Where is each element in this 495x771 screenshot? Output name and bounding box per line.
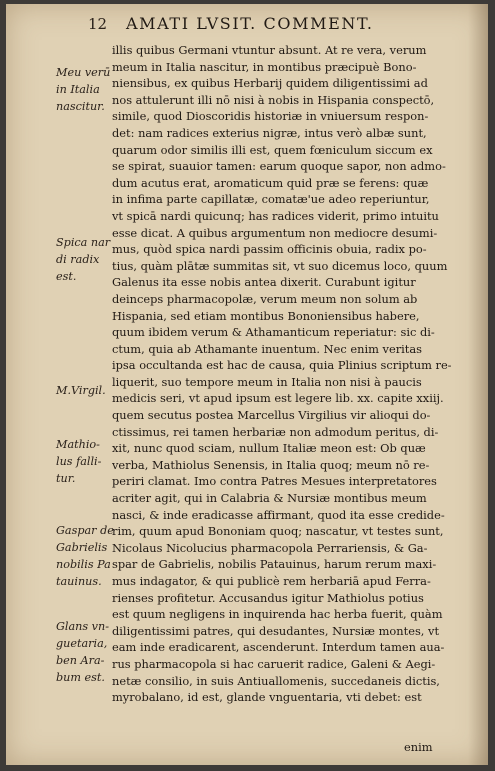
text-line: vt spicā nardi quicunq; has radices viderit, primo intuitu bbox=[112, 208, 439, 223]
text-line: nos attulerunt illi nō nisi à nobis in Hispania conspectō, bbox=[112, 92, 435, 107]
margin-note-glans: Glans vn- guetaria, ben Ara- bum est. bbox=[56, 620, 109, 684]
text-line: in infima parte capillatæ, comatæ'ue adeo reperiuntur, bbox=[112, 192, 430, 207]
text-line: acriter agit, qui in Calabria & Nursiæ montibus meum bbox=[112, 491, 427, 506]
text-line: niensibus, ex quibus Herbarij quidem diligentissimi ad bbox=[112, 76, 428, 91]
margin-note-spica-nardi: Spica nar di radix est. bbox=[56, 236, 111, 283]
margin-note-gaspar: Gaspar de Gabrielis nobilis Pa tauinus. bbox=[56, 524, 114, 588]
text-line: netæ consilio, in suis Antiuallomenis, succedaneis dictis, bbox=[112, 673, 440, 688]
text-line: Hispania, sed etiam montibus Bononiensibus habere, bbox=[112, 308, 420, 323]
body-text bbox=[112, 42, 452, 706]
text-line: eam inde eradicarent, ascenderunt. Interdum tamen aua- bbox=[112, 640, 445, 655]
margin-note-virgil: M.Virgil. bbox=[56, 384, 106, 397]
text-line: diligentissimi patres, qui desudantes, Nursiæ montes, vt bbox=[112, 623, 440, 638]
text-line: meum in Italia nascitur, in montibus præcipuè Bono- bbox=[112, 59, 417, 74]
text-line: medicis seri, vt apud ipsum est legere lib. xx. capite xxiij. bbox=[112, 391, 444, 406]
text-line: verba, Mathiolus Senensis, in Italia quoq; meum nō re- bbox=[112, 457, 430, 472]
text-line: rienses profitetur. Accusandus igitur Mathiolus potius bbox=[112, 590, 424, 605]
text-line: Nicolaus Nicolucius pharmacopola Perrariensis, & Ga- bbox=[112, 540, 428, 555]
text-line: xit, nunc quod sciam, nullum Italiæ meon est: Ob quæ bbox=[112, 441, 426, 456]
text-line: dum acutus erat, aromaticum quid præ se ferens: quæ bbox=[112, 175, 429, 190]
text-line: illis quibus Germani vtuntur absunt. At re vera, verum bbox=[112, 43, 427, 57]
text-line: ipsa occultanda est hac de causa, quia Plinius scriptum re- bbox=[112, 358, 452, 373]
text-line: mus, quòd spica nardi passim officinis obuia, radix po- bbox=[112, 242, 427, 257]
text-line: se spirat, suauior tamen: earum quoque sapor, non admo- bbox=[112, 159, 446, 174]
margin-note-mathiolus: Mathio- lus falli- tur. bbox=[56, 438, 102, 485]
text-line: liquerit, suo tempore meum in Italia non nisi à paucis bbox=[112, 374, 422, 389]
text-line: rim, quum apud Bononiam quoq; nascatur, vt testes sunt, bbox=[112, 524, 444, 539]
text-line: quarum odor similis illi est, quem fœniculum siccum ex bbox=[112, 142, 433, 157]
text-line: spar de Gabrielis, nobilis Patauinus, harum rerum maxi- bbox=[112, 557, 437, 572]
text-line: periri clamat. Imo contra Patres Mesues interpretatores bbox=[112, 474, 437, 489]
margin-note-meum: Meu verū in Italia nascitur. bbox=[56, 66, 111, 113]
text-line: esse dicat. A quibus argumentum non mediocre desumi- bbox=[112, 225, 438, 240]
text-line: Galenus ita esse nobis antea dixerit. Curabunt igitur bbox=[112, 275, 416, 290]
page-number: 12 bbox=[88, 15, 108, 33]
page-header bbox=[6, 14, 488, 36]
text-line: tius, quàm plātæ summitas sit, vt suo dicemus loco, quum bbox=[112, 258, 448, 273]
text-line: det: nam radices exterius nigræ, intus verò albæ sunt, bbox=[112, 125, 427, 140]
text-line: quem secutus postea Marcellus Virgilius vir alioqui do- bbox=[112, 408, 431, 423]
running-title: AMATI LVSIT. COMMENT. bbox=[126, 14, 374, 33]
text-line: myrobalano, id est, glande vnguentaria, vti debet: est bbox=[112, 690, 422, 705]
text-line: nasci, & inde eradicasse affirmant, quod ita esse credide- bbox=[112, 507, 445, 522]
text-line: mus indagator, & qui publicè rem herbariā apud Ferra- bbox=[112, 574, 431, 588]
text-line: deinceps pharmacopolæ, verum meum non solum ab bbox=[112, 291, 418, 306]
text-line: simile, quod Dioscoridis historiæ in vniuersum respon- bbox=[112, 109, 429, 124]
text-line: ctissimus, rei tamen herbariæ non admodum peritus, di- bbox=[112, 424, 439, 439]
text-line: quum ibidem verum & Athamanticum reperiatur: sic di- bbox=[112, 325, 435, 340]
text-line: est quum negligens in inquirenda hac herba fuerit, quàm bbox=[112, 607, 443, 622]
text-line: rus pharmacopola si hac caruerit radice, Galeni & Aegi- bbox=[112, 656, 436, 671]
book-page bbox=[6, 4, 488, 765]
text-line: ctum, quia ab Athamante inuentum. Nec enim veritas bbox=[112, 341, 422, 356]
catchword: enim bbox=[404, 740, 433, 754]
